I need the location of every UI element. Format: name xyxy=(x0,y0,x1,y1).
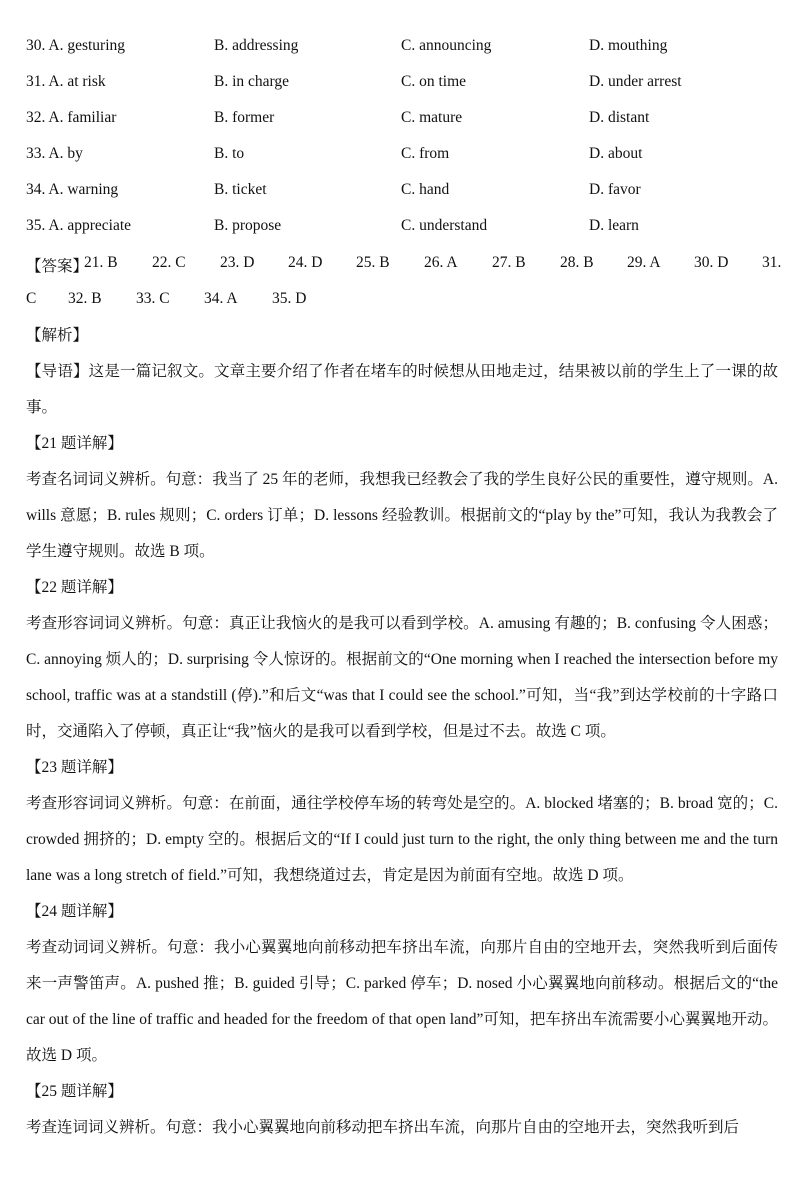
intro-paragraph: 【导语】这是一篇记叙文。文章主要介绍了作者在堵车的时候想从田地走过，结果被以前的学生上了一课的故事。 xyxy=(26,363,778,416)
option-c: C. from xyxy=(401,145,450,162)
answer-item: 31. xyxy=(762,254,782,271)
option-row xyxy=(26,102,778,138)
analysis-label: 【解析】 xyxy=(26,327,89,344)
option-b: B. ticket xyxy=(214,181,267,198)
section-25 xyxy=(26,1074,778,1146)
answer-item: 30. D xyxy=(694,254,729,271)
section-body: 考查形容词词义辨析。句意：真正让我恼火的是我可以看到学校。A. amusing 有趣的；B. confusing 令人困惑；C. annoying 烦人的；D. surprising 令人惊讶的。根据前文的“One morning when I reached the intersection before my school, traffic was at a standstill (停).”和后文“was that I could see the school.”可知，当“我”到达学校前的十字路口时，交通陷入了停顿，真正让“我”恼火的是我可以看到学校，但是过不去。故选 C 项。 xyxy=(26,615,778,740)
option-row xyxy=(26,30,778,66)
options-block xyxy=(26,30,778,246)
section-body: 考查连词词义辨析。句意：我小心翼翼地向前移动把车挤出车流，向那片自由的空地开去，突然我听到后 xyxy=(26,1119,740,1136)
answer-item: 32. B xyxy=(68,290,102,307)
answer-item: 35. D xyxy=(272,290,307,307)
option-c: C. understand xyxy=(401,217,488,234)
answer-item: 21. B xyxy=(84,254,118,271)
section-body: 考查动词词义辨析。句意：我小心翼翼地向前移动把车挤出车流，向那片自由的空地开去，突然我听到后面传来一声警笛声。A. pushed 推；B. guided 引导；C. parked 停车；D. nosed 小心翼翼地向前移动。根据后文的“the car out of the line of traffic and headed for the freedom of that open land”可知，把车挤出车流需要小心翼翼地开动。故选 D 项。 xyxy=(26,939,778,1064)
option-a: 35. A. appreciate xyxy=(26,217,132,234)
section-body: 考查形容词词义辨析。句意：在前面，通往学校停车场的转弯处是空的。A. blocked 堵塞的；B. broad 宽的；C. crowded 拥挤的；D. empty 空的。根据后文的“If I could just turn to the right, the only thing between me and the turn lane was a long stretch of field.”可知，我想绕道过去，肯定是因为前面有空地。故选 D 项。 xyxy=(26,795,778,884)
option-b: B. to xyxy=(214,145,245,162)
answer-label: 【答案】 xyxy=(26,258,89,275)
option-d: D. mouthing xyxy=(589,37,668,54)
option-row xyxy=(26,138,778,174)
option-d: D. about xyxy=(589,145,643,162)
option-b: B. in charge xyxy=(214,73,290,90)
document-page xyxy=(26,30,782,1146)
option-d: D. favor xyxy=(589,181,641,198)
section-heading: 【22 题详解】 xyxy=(26,579,123,596)
option-d: D. distant xyxy=(589,109,650,126)
section-heading: 【25 题详解】 xyxy=(26,1083,123,1100)
answer-item: C xyxy=(26,290,37,307)
section-22 xyxy=(26,570,778,750)
option-c: C. hand xyxy=(401,181,450,198)
answer-item: 25. B xyxy=(356,254,390,271)
section-23 xyxy=(26,750,778,894)
option-a: 30. A. gesturing xyxy=(26,37,126,54)
option-b: B. propose xyxy=(214,217,282,234)
answer-item: 33. C xyxy=(136,290,170,307)
option-a: 32. A. familiar xyxy=(26,109,117,126)
option-d: D. learn xyxy=(589,217,639,234)
answer-item: 27. B xyxy=(492,254,526,271)
option-d: D. under arrest xyxy=(589,73,682,90)
answer-key xyxy=(26,246,782,318)
section-heading: 【23 题详解】 xyxy=(26,759,123,776)
section-24 xyxy=(26,894,778,1074)
section-21 xyxy=(26,426,778,570)
section-body: 考查名词词义辨析。句意：我当了 25 年的老师，我想我已经教会了我的学生良好公民的重要性，遵守规则。A. wills 意愿；B. rules 规则；C. orders 订单；D. lessons 经验教训。根据前文的“play by the”可知，我认为我教会了学生遵守规则。故选 B 项。 xyxy=(26,471,778,560)
option-row xyxy=(26,174,778,210)
answer-item: 24. D xyxy=(288,254,323,271)
option-c: C. on time xyxy=(401,73,467,90)
answer-item: 28. B xyxy=(560,254,594,271)
option-row xyxy=(26,66,778,102)
answer-item: 34. A xyxy=(204,290,238,307)
option-a: 34. A. warning xyxy=(26,181,119,198)
section-heading: 【21 题详解】 xyxy=(26,435,123,452)
option-b: B. addressing xyxy=(214,37,299,54)
option-a: 31. A. at risk xyxy=(26,73,106,90)
option-c: C. mature xyxy=(401,109,463,126)
option-row xyxy=(26,210,778,246)
option-b: B. former xyxy=(214,109,275,126)
answer-item: 22. C xyxy=(152,254,186,271)
option-a: 33. A. by xyxy=(26,145,83,162)
answer-item: 29. A xyxy=(627,254,661,271)
answer-item: 23. D xyxy=(220,254,255,271)
section-heading: 【24 题详解】 xyxy=(26,903,123,920)
option-c: C. announcing xyxy=(401,37,492,54)
answer-item: 26. A xyxy=(424,254,458,271)
